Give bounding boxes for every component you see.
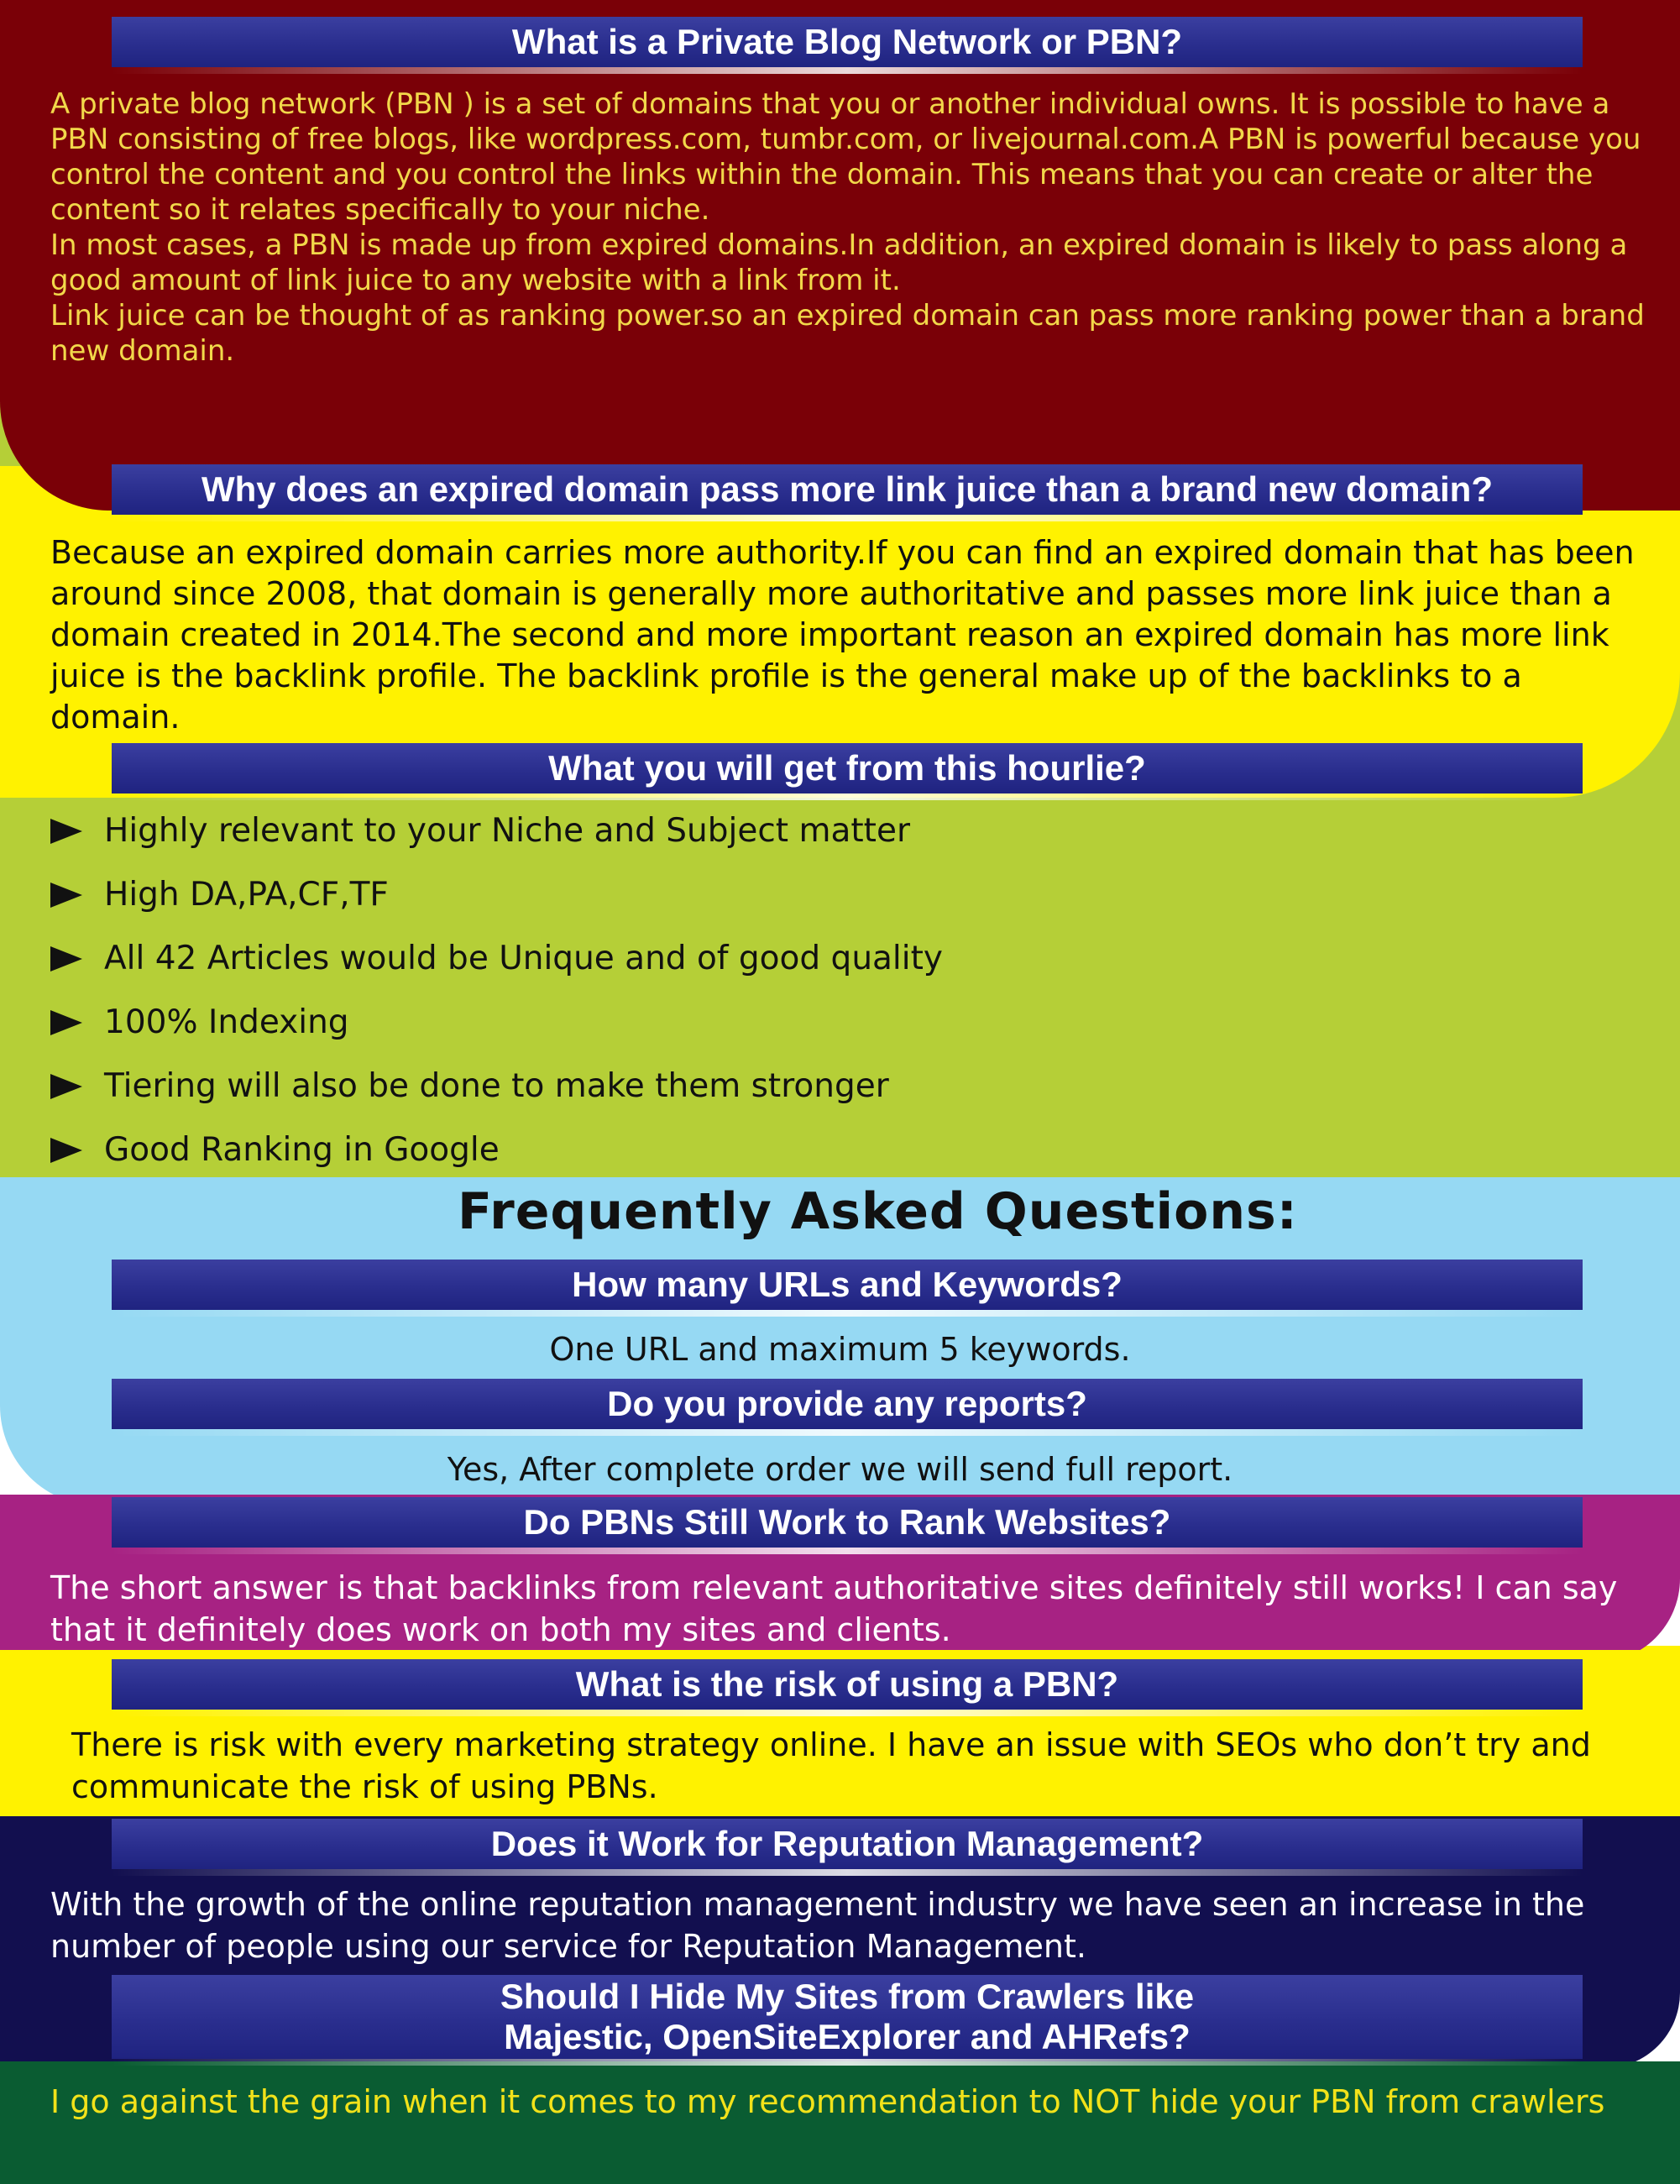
pbn-paragraph-3: Link juice can be thought of as ranking power.so an expired domain can pass more ranking power than a brand new domain. [50,299,1645,368]
faq-q6-heading-line-1: Should I Hide My Sites from Crawlers like [500,1977,1195,2016]
faq-q5-heading: Does it Work for Reputation Management? [112,1819,1583,1869]
dark-green-band [0,2061,1680,2184]
faq-q6-answer: I go against the grain when it comes to my recommendation to NOT hide your PBN from crawlers [50,2083,1605,2120]
faq-q3-heading: Do PBNs Still Work to Rank Websites? [112,1497,1583,1548]
pbn-description [50,86,1646,369]
faq-q6-heading [112,1975,1583,2059]
faq-q5-answer: With the growth of the online reputation management industry we have seen an increase in the number of people using our service for Reputation Management. [50,1886,1585,1965]
bullet-item: 100% Indexing [50,1003,349,1041]
expired-domain-heading: Why does an expired domain pass more link juice than a brand new domain? [112,464,1583,515]
faq-q1-heading: How many URLs and Keywords? [112,1260,1583,1310]
faq-title: Frequently Asked Questions: [458,1182,1298,1241]
pbn-heading: What is a Private Blog Network or PBN? [112,17,1583,67]
arrow-right-icon [50,1010,82,1035]
arrow-right-icon [50,1138,82,1163]
arrow-right-icon [50,819,82,844]
arrow-right-icon [50,883,82,908]
bullet-item: Highly relevant to your Niche and Subject matter [50,812,910,850]
faq-q2-heading: Do you provide any reports? [112,1379,1583,1429]
faq-q4-answer: There is risk with every marketing strategy online. I have an issue with SEOs who don’t try and communicate the risk of using PBNs. [71,1726,1591,1805]
pbn-paragraph-2: In most cases, a PBN is made up from expired domains.In addition, an expired domain is likely to pass along a good amount of link juice to any website with a link from it. [50,228,1628,297]
faq-q3-answer: The short answer is that backlinks from relevant authoritative sites definitely still works! I can say that it definitely does work on both my sites and clients. [50,1569,1618,1648]
bullet-item: Tiering will also be done to make them stronger [50,1067,889,1105]
bullet-item: All 42 Articles would be Unique and of good quality [50,940,943,977]
arrow-right-icon [50,946,82,972]
bullet-item: Good Ranking in Google [50,1131,500,1169]
expired-domain-answer: Because an expired domain carries more authority.If you can find an expired domain that has been around since 2008, that domain is generally more authoritative and passes more link juice than a domain created in 2014.The second and more important reason an expired domain has more link juice is the backlink profile. The backlink profile is the general make up of the backlinks to a domain. [50,534,1635,736]
hourlie-heading: What you will get from this hourlie? [112,743,1583,793]
faq-q2-answer: Yes, After complete order we will send full report. [447,1451,1233,1488]
faq-q1-answer: One URL and maximum 5 keywords. [549,1331,1131,1368]
arrow-right-icon [50,1074,82,1099]
bullet-item: High DA,PA,CF,TF [50,876,389,914]
pbn-paragraph-1: A private blog network (PBN ) is a set of domains that you or another individual owns. It is possible to have a PBN consisting of free blogs, like wordpress.com, tumbr.com, or livejournal.com.A PBN is powerful because you control the content and you control the links within the domain. This means that you can create or alter the content so it relates specifically to your niche. [50,87,1641,227]
faq-q6-heading-line-2: Majestic, OpenSiteExplorer and AHRefs? [504,2017,1191,2056]
faq-q4-heading: What is the risk of using a PBN? [112,1659,1583,1710]
